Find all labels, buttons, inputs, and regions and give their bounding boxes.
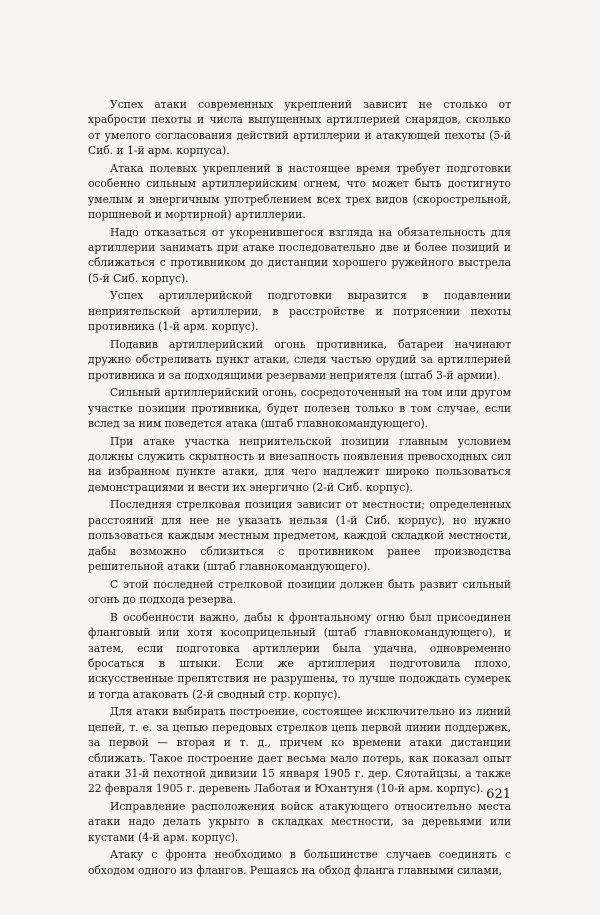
paragraph-12: Исправление расположения войск атакующего относительно места атаки надо делать укрыто в складках местности, за деревьями или кустами (4-й арм. корпус).	[88, 799, 511, 844]
paragraph-10: В особенности важно, дабы к фронтальному огню был присоединен фланговый или хотя косоприцельный (штаб главнокомандующего), и затем, если подготовка артиллерии была удачна, одновременно бросаться в штыки. Если же артиллерия подготовила плохо, искусственные препятствия не разрушены, то лучше подождать сумерек и тогда атаковать (2-й сводный стр. корпус).	[88, 610, 511, 701]
paragraph-5: Подавив артиллерийский огонь противника, батареи начинают дружно обстреливать пункт атаки, следя частью орудий за артиллерией противника и за подходящими резервами неприятеля (штаб 3-й армии).	[88, 337, 511, 382]
paragraph-2: Атака полевых укреплений в настоящее время требует подготовки особенно сильным артиллерийским огнем, что может быть достигнуто умелым и энергичным употреблением всех трех видов (скорострельной, поршневой и мортирной) артиллерии.	[88, 161, 511, 222]
paragraph-1: Успех атаки современных укреплений зависит не столько от храбрости пехоты и числа выпущенных артиллерией снарядов, сколько от умелого согласования действий артиллерии и атакующей пехоты (5-й Сиб. и 1-й арм. корпуса).	[88, 98, 511, 158]
paragraph-7: При атаке участка неприятельской позиции главным условием должны служить скрытность и внезапность появления превосходных сил на избранном пункте атаки, для чего надлежит широко пользоваться демонстрациями и вести их энергично (2-й Сиб. корпус).	[88, 434, 511, 494]
paragraph-4: Успех артиллерийской подготовки выразится в подавлении неприятельской артиллерии, в расстройстве и потрясении пехоты противника (1-й арм. корпус).	[88, 289, 511, 334]
paragraph-13: Атаку с фронта необходимо в большинстве случаев соединять с обходом одного из флангов. Решаясь на обход фланга главными силами,	[88, 848, 511, 877]
paragraph-8: Последняя стрелковая позиция зависит от местности; определенных расстояний для нее не указать нельзя (1-й Сиб. корпус), но нужно пользоваться каждым местным предметом, каждой складкой местности, дабы возможно сблизиться с противником ранее производства решительной атаки (штаб главнокомандующего).	[88, 498, 511, 574]
paragraph-9: С этой последней стрелковой позиции должен быть развит сильный огонь до подхода резерва.	[88, 577, 511, 607]
page-number: 621	[486, 787, 511, 802]
paragraph-3: Надо отказаться от укоренившегося взгляда на обязательность для артиллерии занимать при атаке последовательно две и более позиций и сближаться с противником до дистанции хорошего ружейного выстрела (5-й Сиб. корпус).	[88, 225, 511, 285]
paragraph-6: Сильный артиллерийский огонь, сосредоточенный на том или другом участке позиции противника, будет полезен только в том случае, если вслед за ним поведется атака (штаб главнокомандующего).	[88, 386, 511, 431]
paragraph-11: Для атаки выбирать построение, состоящее исключительно из линий цепей, т. е. за цепью передовых стрелков цепь первой линии поддержек, за первой — вторая и т. д., причем ко времени атаки дистанции сближать. Такое построение дает весьма мало потерь, как показал опыт атаки 31-й пехотной дивизии 15 января 1905 г. дер. Сяотайцзы, а также 22 февраля 1905 г. деревень Лаботая и Юхантуня (10-й арм. корпус).	[88, 705, 511, 796]
document-body	[88, 97, 511, 880]
